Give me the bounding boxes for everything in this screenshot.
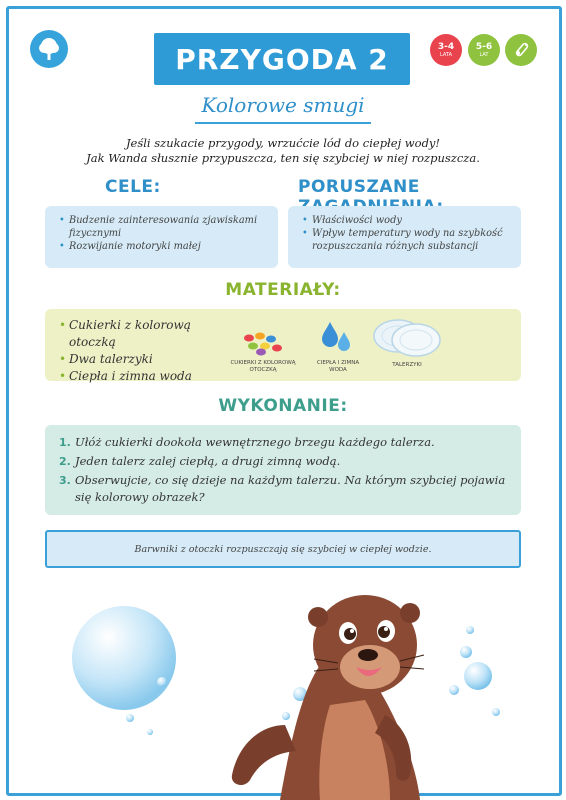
topics-heading: PORUSZANE [298,177,420,197]
materials-list [59,317,229,385]
steps-box [45,425,521,515]
tree-icon [30,30,68,68]
conclusion-text: Barwniki z otoczki rozpuszczają się szybciej w ciepłej wodzie. [134,543,432,555]
test-tube-icon [505,34,537,66]
page-title-banner [154,33,410,85]
materials-heading: MATERIAŁY: [225,280,341,300]
goals-heading: CELE: [105,177,161,197]
otter-illustration [210,575,460,800]
topics-list [302,214,507,253]
age-badge-value: 3-4 [437,42,455,52]
list-item [59,472,507,506]
candies-label: CUKIERKI Z KOLOROWĄ OTOCZKĄ [230,360,296,373]
step-text: Jeden talerz zalej ciepłą, a drugi zimną wodą. [75,454,341,468]
intro-line-1: Jeśli szukacie przygody, wrzućcie lód do ciepłej wody! [125,136,441,150]
step-text: Obserwujcie, co się dzieje na każdym talerzu. Na którym szybciej pojawia się kolorowy obrazek? [75,473,506,504]
step-number: 3. [59,474,71,487]
list-item: • Dwa talerzyki [59,351,229,368]
subtitle: Kolorowe smugi [201,93,365,117]
list-item [59,434,507,451]
list-item: • Cukierki z kolorową otoczką [59,317,229,351]
subtitle-underline [195,122,371,124]
list-item: • Właściwości wody [302,214,507,227]
goals-box [45,206,278,268]
intro-text [30,136,536,166]
plates-icon [370,318,444,358]
step-text: Ułóż cukierki dookoła wewnętrznego brzegu każdego talerza. [75,435,435,449]
page-title: PRZYGODA 2 [175,42,389,76]
steps-heading: WYKONANIE: [218,396,348,416]
goals-list [59,214,264,253]
list-item: • Ciepła i zimna woda [59,368,229,385]
intro-line-2: Jak Wanda słusznie przypuszcza, ten się szybciej w niej rozpuszcza. [86,151,480,165]
step-number: 2. [59,455,71,468]
plates-label: TALERZYKI [392,362,422,368]
steps-list [59,434,507,506]
step-number: 1. [59,436,71,449]
list-item [59,453,507,470]
water-drops-icon [320,320,354,356]
water-label: CIEPŁA I ZIMNA WODA [316,360,360,373]
age-badge-unit: LAT [479,52,489,58]
candies-icon [241,330,285,356]
list-item: • Wpływ temperatury wody na szybkość rozpuszczania różnych substancji [302,227,507,253]
age-badge-unit: LATA [439,52,453,58]
age-badge-5-6 [468,34,500,66]
list-item: • Budzenie zainteresowania zjawiskami fizycznymi [59,214,264,240]
topics-box [288,206,521,268]
age-badge-3-4 [430,34,462,66]
list-item: • Rozwijanie motoryki małej [59,240,264,253]
age-badge-value: 5-6 [475,42,493,52]
conclusion-note [45,530,521,568]
